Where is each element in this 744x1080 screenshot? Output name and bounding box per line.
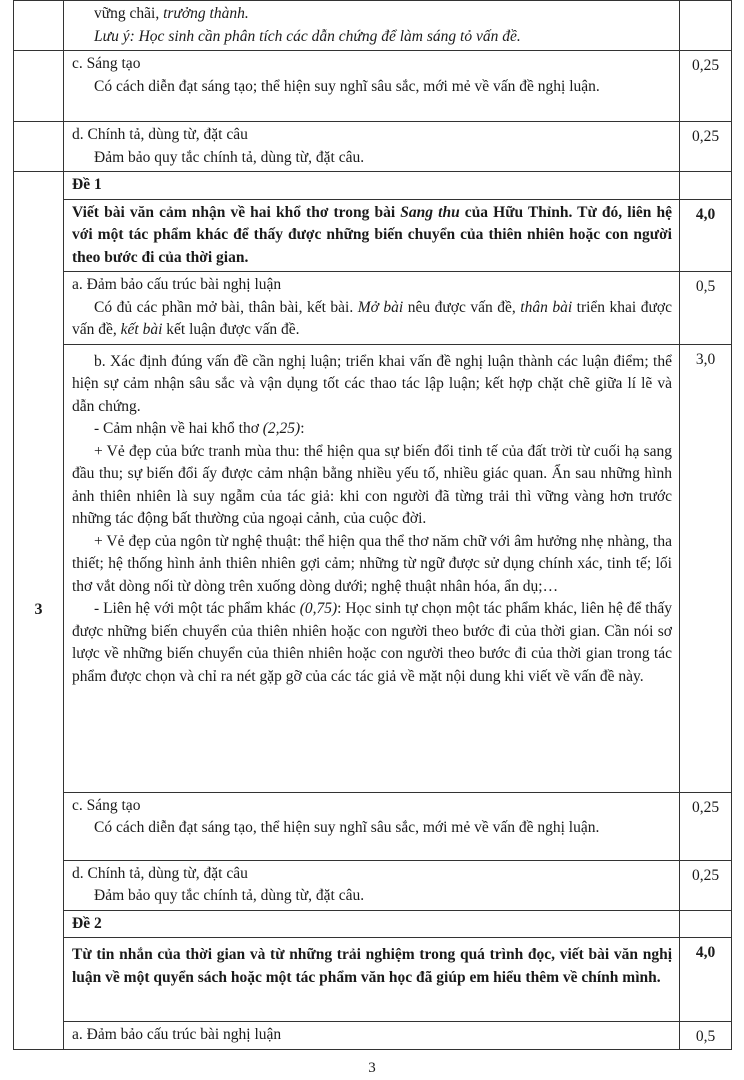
point-text: - Cảm nhận về hai khổ thơ (2,25): <box>94 420 305 437</box>
grading-rubric-page <box>13 0 731 1058</box>
content-cell <box>64 199 680 272</box>
criterion-title: d. Chính tả, dùng từ, đặt câu <box>72 126 248 143</box>
score-value: 4,0 <box>695 205 716 223</box>
question-cell-empty <box>14 1 64 51</box>
rubric-table <box>13 0 732 1050</box>
topic-heading: Đề 1 <box>72 176 102 193</box>
score-value: 3,0 <box>695 350 716 368</box>
score-value: 0,5 <box>695 1028 716 1045</box>
table-row <box>14 1 732 51</box>
point-text: + Vẻ đẹp của ngôn từ nghệ thuật: thể hiện qua thể thơ năm chữ với âm hưởng nhẹ nhàng, tha thiết; hệ thống hình ảnh thiên nhiên gợi cảm; những từ ngữ được sử dụng chính xác, tinh tế; lối thơ vắt dòng nối từ dòng trên xuống dòng dưới; nghệ thuật nhân hóa, ẩn dụ;… <box>72 532 672 595</box>
content-cell <box>64 172 680 200</box>
work-title: Sang thu <box>400 203 460 221</box>
criterion-title: d. Chính tả, dùng từ, đặt câu <box>72 864 248 882</box>
content-cell <box>64 792 680 860</box>
score-cell <box>680 792 732 860</box>
table-row <box>14 792 732 860</box>
page-number: 3 <box>368 1060 376 1076</box>
score-cell <box>680 344 732 792</box>
score-cell <box>680 272 732 345</box>
content-cell <box>64 272 680 345</box>
criterion-body: Có đủ các phần mở bài, thân bài, kết bài. Mở bài nêu được vấn đề, thân bài triển khai được vấn đề, kết bài kết luận được vấn đề. <box>72 298 672 338</box>
table-row <box>14 272 732 345</box>
score-value: 0,25 <box>691 798 720 816</box>
question-cell-empty <box>14 51 64 122</box>
score-value: 0,25 <box>691 128 720 145</box>
score-cell <box>680 199 732 272</box>
score-cell <box>680 938 732 1022</box>
topic-prompt: Viết bài văn cảm nhận về hai khổ thơ trong bài Sang thu của Hữu Thỉnh. Từ đó, liên hệ với một tác phẩm khác để thấy được những biến chuyển của thiên nhiên hoặc con người theo bước đi của thời gian. <box>72 203 672 266</box>
table-row <box>14 122 732 172</box>
question-cell-empty <box>14 122 64 172</box>
table-row <box>14 199 732 272</box>
content-cell <box>64 51 680 122</box>
score-cell <box>680 910 732 938</box>
criterion-body: Đảm bảo quy tắc chính tả, dùng từ, đặt câu. <box>94 887 365 904</box>
continued-text: trưởng thành. <box>163 5 249 22</box>
table-row <box>14 51 732 122</box>
table-row <box>14 938 732 1022</box>
content-cell <box>64 910 680 938</box>
score-value: 4,0 <box>695 944 716 961</box>
content-cell <box>64 1022 680 1050</box>
point-text: + Vẻ đẹp của bức tranh mùa thu: thể hiện qua sự biến đổi tinh tế của đất trời từ cuối hạ sang đầu thu; sự biến đổi ấy được cảm nhận bằng nhiều yếu tố, nhiều giác quan. Ẩn sau những hình ảnh thiên nhiên là suy ngẫm của tác giả: khi con người đã từng trải thì vững vàng hơn trước những tác động bất thường của ngoại cảnh, của cuộc đời. <box>72 442 672 527</box>
criterion-title: c. Sáng tạo <box>72 55 141 72</box>
content-cell <box>64 344 680 792</box>
criterion-title: c. Sáng tạo <box>72 796 141 814</box>
table-row <box>14 910 732 938</box>
score-value: 0,25 <box>691 57 720 74</box>
score-cell <box>680 1 732 51</box>
point-text: - Liên hệ với một tác phẩm khác (0,75): Học sinh tự chọn một tác phẩm khác, liên hệ để thấy được những biến chuyển của thiên nhiên hoặc con người theo bước đi của thời gian. Cần nói sơ lược về những biến chuyển của thiên nhiên hoặc con người theo bước đi của thời gian trong tác phẩm được chọn và chỉ ra nét gặp gỡ của các tác giả về mặt nội dung khi viết về vấn đề này. <box>72 600 672 685</box>
note-text: Lưu ý: Học sinh cần phân tích các dẫn chứng để làm sáng tỏ vấn đề. <box>94 27 521 45</box>
criterion-title: b. Xác định đúng vấn đề cần nghị luận; triển khai vấn đề nghị luận thành các luận điểm; thể hiện sự cảm nhận sâu sắc và vận dụng tốt các thao tác lập luận; kết hợp chặt chẽ giữa lí lẽ và dẫn chứng. <box>72 352 672 415</box>
table-row <box>14 172 732 200</box>
content-cell: vững chãi, trưởng thành. Lưu ý: Học sinh cần phân tích các dẫn chứng để làm sáng tỏ vấn đề. <box>64 1 680 51</box>
score-cell <box>680 860 732 910</box>
criterion-body: Có cách diễn đạt sáng tạo; thể hiện suy nghĩ sâu sắc, mới mẻ về vấn đề nghị luận. <box>94 77 600 95</box>
topic-heading: Đề 2 <box>72 914 102 932</box>
criterion-body: Đảm bảo quy tắc chính tả, dùng từ, đặt câu. <box>94 148 365 166</box>
table-row <box>14 344 732 792</box>
score-cell <box>680 172 732 200</box>
content-cell <box>64 938 680 1022</box>
criterion-body: Có cách diễn đạt sáng tạo, thể hiện suy nghĩ sâu sắc, mới mẻ về vấn đề nghị luận. <box>94 819 600 836</box>
topic-prompt: Từ tin nhắn của thời gian và từ những trải nghiệm trong quá trình đọc, viết bài văn nghị luận về một quyển sách hoặc một tác phẩm văn học đã giúp em hiểu thêm về chính mình. <box>72 946 672 986</box>
criterion-title: a. Đảm bảo cấu trúc bài nghị luận <box>72 276 282 293</box>
table-row <box>14 1022 732 1050</box>
content-cell <box>64 860 680 910</box>
question-number: 3 <box>14 172 64 1050</box>
score-value: 0,5 <box>695 278 716 295</box>
score-cell <box>680 51 732 122</box>
criterion-title: a. Đảm bảo cấu trúc bài nghị luận <box>72 1026 282 1043</box>
content-cell <box>64 122 680 172</box>
score-cell <box>680 1022 732 1050</box>
score-cell <box>680 122 732 172</box>
table-row <box>14 860 732 910</box>
score-value: 0,25 <box>691 866 720 884</box>
